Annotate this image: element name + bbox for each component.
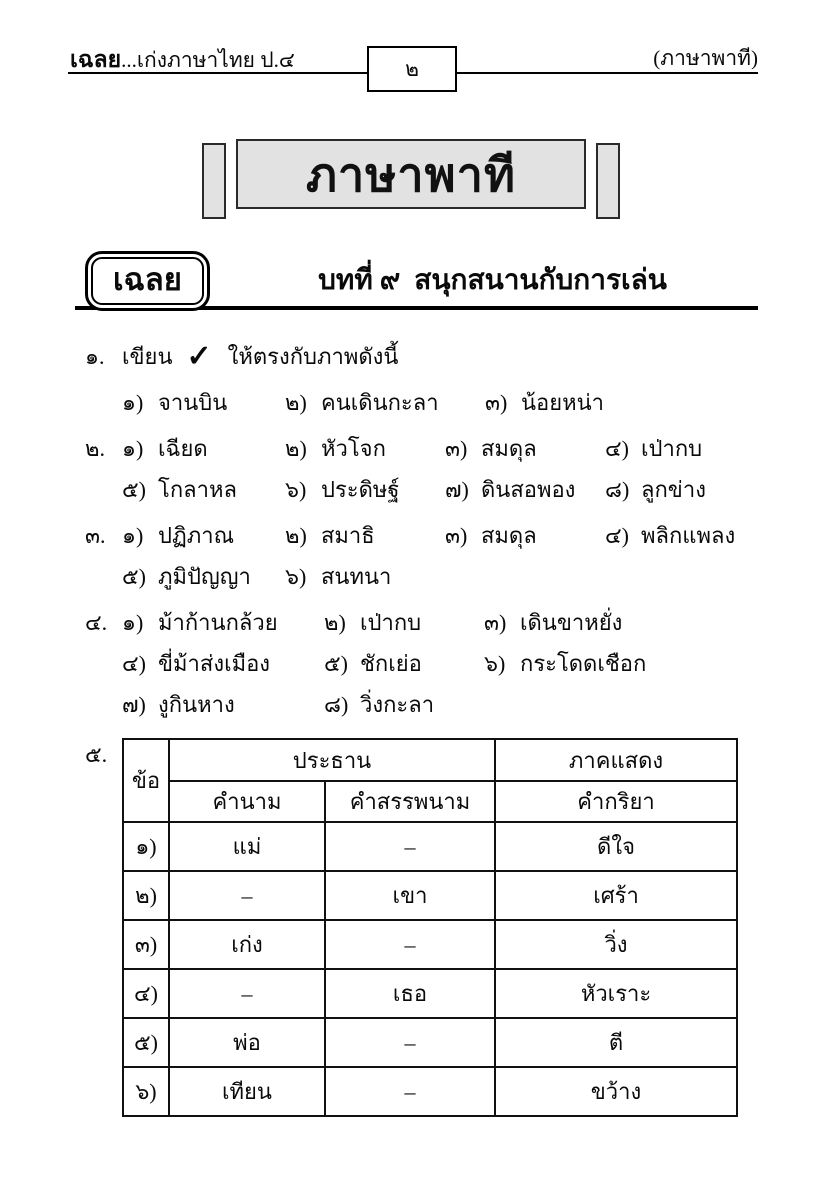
cell-verb: วิ่ง [495, 920, 737, 969]
banner-left-tab [202, 143, 226, 219]
question-1 [85, 340, 761, 420]
banner-title: ภาษาพาที [236, 139, 586, 209]
answer-text: คนเดินกะลา [321, 390, 439, 415]
answer-number: ๑) [122, 523, 144, 548]
answer-text: เฉียด [158, 436, 208, 461]
answer-text: งูกินหาง [158, 692, 235, 717]
answer-row [122, 519, 761, 553]
table-row [123, 822, 737, 871]
answer-number: ๘) [605, 477, 630, 502]
answer-item [122, 606, 324, 640]
answer-text: ขี่ม้าส่งเมือง [158, 651, 271, 676]
answer-text: วิ่งกะลา [360, 692, 435, 717]
title-banner [0, 139, 822, 219]
answer-text: ภูมิปัญญา [158, 564, 251, 589]
cell-verb: หัวเราะ [495, 969, 737, 1018]
answer-text: ชักเย่อ [360, 651, 422, 676]
answer-number: ๕) [324, 651, 348, 676]
cell-verb: ดีใจ [495, 822, 737, 871]
answer-item [285, 432, 445, 466]
table-row [123, 1067, 737, 1116]
answer-text: สมดุล [481, 523, 537, 548]
chapter-title: บทที่ ๙ สนุกสนานกับการเล่น [318, 265, 667, 296]
answer-text: เป่ากบ [641, 436, 703, 461]
answer-item [285, 386, 485, 420]
answer-row [122, 432, 761, 466]
question-5 [85, 738, 761, 1117]
cell-noun: เทียน [169, 1067, 325, 1116]
table-row [123, 969, 737, 1018]
cell-pronoun: เธอ [325, 969, 495, 1018]
answer-item [445, 473, 605, 507]
book-title-rest: ...เก่งภาษาไทย ป.๔ [121, 48, 295, 72]
cell-no: ๒) [123, 871, 169, 920]
answer-badge-label: เฉลย [91, 257, 204, 305]
cell-pronoun: – [325, 1067, 495, 1116]
question-5-number: ๕. [85, 742, 108, 767]
answer-row [122, 606, 761, 640]
answer-item [122, 519, 285, 553]
table-row [123, 871, 737, 920]
cell-verb: ตี [495, 1018, 737, 1067]
answer-item [122, 688, 324, 722]
answer-number: ๒) [285, 436, 307, 461]
instruction-pre: เขียน [122, 344, 173, 369]
question-4 [85, 606, 761, 722]
table-row [123, 920, 737, 969]
answer-number: ๒) [324, 610, 346, 635]
cell-noun: – [169, 871, 325, 920]
answer-item [122, 386, 285, 420]
answer-row [122, 647, 761, 681]
banner-right-tab [596, 143, 620, 219]
book-title-bold: เฉลย [70, 47, 122, 72]
answer-item [122, 647, 324, 681]
cell-no: ๓) [123, 920, 169, 969]
cell-pronoun: – [325, 920, 495, 969]
question-3-body [122, 519, 761, 594]
answer-number: ๑) [122, 390, 144, 415]
answer-number: ๑) [122, 610, 144, 635]
question-1-instruction [122, 340, 761, 374]
series-label: (ภาษาพาที) [653, 46, 758, 70]
question-4-number: ๔. [85, 610, 108, 635]
answer-number: ๔) [122, 651, 146, 676]
answer-row [122, 473, 761, 507]
answer-item [484, 647, 761, 681]
book-title [70, 42, 295, 78]
question-3 [85, 519, 761, 594]
answer-number: ๓) [445, 436, 468, 461]
answer-item [324, 688, 484, 722]
content [85, 340, 761, 1129]
answer-number: ๗) [445, 477, 469, 502]
answer-text: สนทนา [321, 564, 392, 589]
answer-text: กระโดดเชือก [520, 651, 647, 676]
answer-number: ๘) [324, 692, 349, 717]
answer-text: น้อยหน่า [521, 390, 605, 415]
answer-number: ๖) [285, 477, 307, 502]
cell-no: ๑) [123, 822, 169, 871]
answer-item [122, 432, 285, 466]
cell-no: ๕) [123, 1018, 169, 1067]
answer-row [122, 688, 761, 722]
answer-badge [85, 251, 210, 311]
answer-text: จานบิน [158, 390, 228, 415]
col-header-pronoun: คำสรรพนาม [325, 781, 495, 822]
answer-item [445, 432, 605, 466]
answer-text: สมาธิ [321, 523, 375, 548]
answer-number: ๑) [122, 436, 144, 461]
answer-number: ๕) [122, 477, 146, 502]
check-mark-icon: ✓ [186, 340, 212, 373]
answer-item [285, 473, 445, 507]
answer-row [122, 560, 761, 594]
answer-item [324, 647, 484, 681]
answer-text: เป่ากบ [360, 610, 422, 635]
answer-item [285, 560, 445, 594]
answer-number: ๓) [445, 523, 468, 548]
answer-text: พลิกแพลง [641, 523, 736, 548]
answer-text: สมดุล [481, 436, 537, 461]
group-header-subject: ประธาน [169, 739, 495, 781]
cell-pronoun: เขา [325, 871, 495, 920]
answer-item [285, 519, 445, 553]
answer-number: ๖) [484, 651, 506, 676]
answer-number: ๔) [605, 436, 629, 461]
answer-item [122, 560, 285, 594]
answer-text: ปฏิภาณ [158, 523, 235, 548]
answer-item [324, 606, 484, 640]
question-4-body [122, 606, 761, 722]
answer-row [122, 386, 761, 420]
question-2 [85, 432, 761, 507]
col-header-verb: คำกริยา [495, 781, 737, 822]
answer-text: ลูกข่าง [641, 477, 706, 502]
answer-number: ๒) [285, 390, 307, 415]
cell-verb: ขว้าง [495, 1067, 737, 1116]
table-row [123, 1018, 737, 1067]
answer-text: หัวโจก [321, 436, 386, 461]
cell-noun: เก่ง [169, 920, 325, 969]
question-1-number: ๑. [85, 344, 105, 369]
answer-item [484, 606, 761, 640]
cell-pronoun: – [325, 1018, 495, 1067]
question-2-body [122, 432, 761, 507]
question-1-body [122, 340, 761, 420]
page-number-box [367, 46, 457, 92]
answer-item [485, 386, 761, 420]
answer-text: ดินสอพอง [481, 477, 576, 502]
answer-text: เดินขาหยั่ง [520, 610, 623, 635]
answer-number: ๔) [605, 523, 629, 548]
page-number: ๒ [405, 56, 419, 81]
answer-item [122, 473, 285, 507]
answer-text: โกลาหล [158, 477, 237, 502]
answer-number: ๖) [285, 564, 307, 589]
question-5-body [122, 738, 761, 1117]
cell-verb: เศร้า [495, 871, 737, 920]
col-header-noun: คำนาม [169, 781, 325, 822]
answer-number: ๒) [285, 523, 307, 548]
cell-noun: พ่อ [169, 1018, 325, 1067]
answer-text: ประดิษฐ์ [321, 477, 400, 502]
answer-item [605, 432, 761, 466]
col-header-no: ข้อ [123, 739, 169, 822]
cell-noun: – [169, 969, 325, 1018]
instruction-post: ให้ตรงกับภาพดังนี้ [227, 344, 399, 369]
answer-number: ๓) [484, 610, 507, 635]
question-3-number: ๓. [85, 523, 106, 548]
answer-number: ๗) [122, 692, 146, 717]
answer-item [445, 519, 605, 553]
answer-table [122, 738, 738, 1117]
cell-noun: แม่ [169, 822, 325, 871]
answer-number: ๕) [122, 564, 146, 589]
cell-no: ๖) [123, 1067, 169, 1116]
cell-no: ๔) [123, 969, 169, 1018]
answer-number: ๓) [485, 390, 508, 415]
answer-item [605, 473, 761, 507]
answer-item [605, 519, 761, 553]
cell-pronoun: – [325, 822, 495, 871]
group-header-predicate: ภาคแสดง [495, 739, 737, 781]
answer-text: ม้าก้านกล้วย [158, 610, 278, 635]
question-2-number: ๒. [85, 436, 106, 461]
